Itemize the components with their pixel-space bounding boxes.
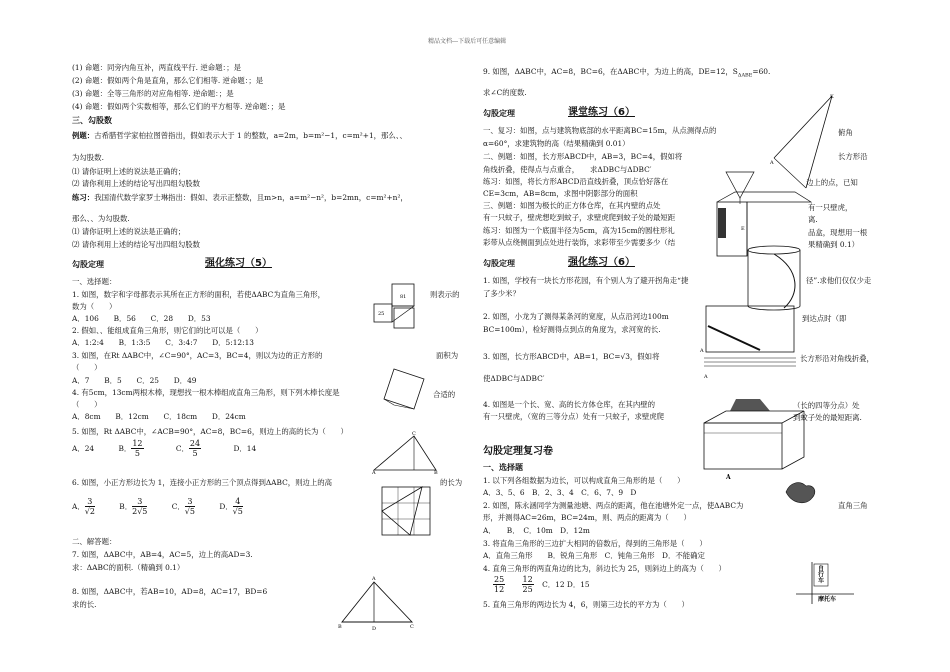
q1-tail: 则表示的 (430, 290, 460, 299)
square-on-hypotenuse-figure (380, 365, 432, 415)
practice-q1: ⑴ 请你证明上述的说法是正确的； (72, 227, 186, 236)
review-paper-title: 勾股定理复习卷 (483, 446, 553, 457)
v5: 5. 直角三角形的两边长为 4，6，则第三边长的平方为（ ） (483, 600, 689, 609)
review-item-cont: α=60°，求建筑物的高（结果精确到 0.01） (483, 139, 630, 148)
t4-cont2: 到蚊子处的最短距离. (793, 413, 862, 422)
prop-2: (2) 命题：假如两个角是直角，那么它们相等. 逆命题：；是 (72, 76, 264, 85)
v2: 2. 如图，陈永涵同学为测量池塘、两点的距离，他在池塘外定一点，使ΔABC为 (483, 501, 744, 510)
squares-figure (372, 282, 432, 334)
q4-tail: 合适的 (433, 390, 456, 399)
s8: 8. 如图，ΔABC中，若AB=10，AD=8，AC=17，BD=6 (72, 587, 268, 596)
svg-text:D: D (372, 626, 377, 632)
practice-cylinder-cont2: 果精确到 0.1） (808, 240, 860, 249)
svg-text:E: E (741, 226, 745, 232)
building-figure (770, 92, 840, 192)
q4-cont: （ ） (72, 400, 102, 409)
q3-options: A．7 B．5 C．25 D．49 (72, 376, 197, 385)
svg-text:K: K (830, 94, 834, 100)
v4-options: $\frac{25}{12}$ $\frac{12}{25}$ C．12 D．15 (494, 575, 590, 594)
q9-cont: 求∠C的度数. (483, 88, 527, 97)
svg-text:C: C (410, 624, 414, 630)
q5-options: A．24 B． $\frac{12}{5}$ C． $\frac{24}{5}$ D．14 (72, 439, 257, 458)
practice-q2: ⑵ 请你利用上述的结论写出四组勾股数 (72, 240, 200, 249)
v3-options: A．直角三角形 B．锐角三角形 C．钝角三角形 D．不能确定 (483, 551, 705, 560)
pond-figure (782, 478, 822, 508)
grid-triangle-figure (380, 485, 432, 537)
q2: 2. 假如、、能组成直角三角形，则它们的比可以是（ ） (72, 326, 263, 335)
traffic-figure (796, 560, 856, 606)
t2-cont: BC=100m），检好测得点到点的角度为，求河宽的长. (483, 325, 661, 334)
practice-cylinder: 练习：如图为一个底面半径为5cm，高为15cm的圆柱形礼 (483, 226, 675, 235)
t4-tail: （长的四等分点）处 (793, 401, 860, 410)
t3: 3. 如图，长方形ABCD中，AB=1，BC=√3，假如将 (483, 352, 660, 361)
q3-tail: 面积为 (436, 351, 459, 360)
s5-left-label: 勾股定理 (72, 260, 104, 269)
v1: 1. 以下列各组数据为边长，可以构成直角三角形的是（ ） (483, 476, 685, 485)
review-item-tail: 俯角 (838, 128, 853, 137)
page-header: 精品文档---下载后可任意编辑 (428, 38, 507, 45)
prop-1: (1) 命题：同旁内角互补，两直线平行. 逆命题：；是 (72, 63, 242, 72)
q6: 6. 如图，小正方形边长为 1，连接小正方形的三个顶点得到ΔABC，则边上的高 (72, 478, 333, 487)
example-cube: 三、例题：如图为极长的正方体仓库，在其内壁的点处 (483, 201, 661, 210)
example-body: 古希腊哲学家柏拉图曾指出，假如表示大于 1 的整数，a=2m，b=m²−1，c=m²+1，那么、、 (94, 131, 407, 140)
q2-options: A．1:2:4 B．1:3:5 C．3:4:7 D．5:12:13 (72, 338, 255, 347)
s6-left-label: 勾股定理 (483, 259, 515, 268)
s5-title: 强化练习（5） (205, 258, 272, 269)
example-cube-cont: 有一只蚊子，壁虎想吃到蚊子，求壁虎爬到蚊子处的最短距 (483, 213, 676, 222)
q1-options: A．106 B．56 C．28 D．53 (72, 314, 211, 323)
example-fold: 二、例题：如图，长方形ABCD中，AB=3，BC=4，假如将 (483, 152, 683, 161)
example-q2: ⑵ 请你利用上述的结论写出四组勾股数 (72, 179, 200, 188)
q5: 5. 如图，Rt ΔABC中，∠ACB=90°，AC=8，BC=6，则边上的高的长为（ ） (72, 427, 348, 436)
v2-tail: 直角三角 (838, 501, 868, 510)
v2-cont: 形，并测得AC=26m，BC=24m，则、两点的距离为（ ） (483, 513, 691, 522)
practice-body: 我国清代数学家罗士琳指出：假如、表示正整数，且m>n，a=m²−n²，b=2mn，c=m²+n²， (94, 193, 408, 202)
q9: 9. 如图，ΔABC中，AC=8，BC=6，在ΔABC中，为边上的高，DE=12，$S_{\Delta ABE}=60$. (483, 67, 771, 79)
example-cube-cont2: 离. (808, 215, 818, 224)
practice-fold-cont: CE=3cm，AB=8cm，求图中阴影部分的面积 (483, 189, 638, 198)
t2-tail: 到达点时（即 (802, 314, 847, 323)
motorcycle-label: 摩托车 (818, 596, 837, 603)
triangle-abc-figure (372, 430, 440, 474)
q3-cont: （ ） (72, 363, 102, 372)
s7-cont: 求：ΔABC的面积.（精确到 0.1） (72, 563, 185, 572)
practice-fold-tail: 边上的点，已知 (806, 178, 858, 187)
prop-3: (3) 命题：全等三角形的对应角相等. 逆命题：；是 (72, 89, 234, 98)
s8-cont: 求的长. (72, 600, 97, 609)
review-item: 一、复习：如图，点与建筑物底部的水平距离BC=15m，从点测得点的 (483, 126, 717, 135)
s7: 7. 如图，ΔABC中，AB=4，AC=5，边上的高AD=3. (72, 550, 253, 559)
bicycle-label: 自行车 (816, 565, 824, 583)
t3-tail: 长方形沿对角线折叠， (800, 354, 874, 363)
v4: 4. 直角三角形的两直角边的比为，斜边长为 25，则斜边上的高为（ ） (483, 564, 726, 573)
t3-cont: 使ΔDBC与ΔDBC′ (483, 374, 545, 383)
v2-options: A． B． C．10m D．12m (483, 526, 590, 535)
example-cube-tail: 有一只壁虎， (808, 203, 853, 212)
q6-options: A． $\frac{3}{√2}$ B． $\frac{3}{2√5}$ C． $\frac{3}{√5}$ D． $\frac{4}{√5}$ (72, 497, 243, 516)
t4: 4. 如图是一个长、宽、高的长方体仓库，在其内壁的 (483, 400, 655, 409)
svg-text:25: 25 (378, 311, 385, 317)
example-label: 例题： (72, 131, 95, 140)
q4-options: A．8cm B．12cm C．18cm D．24cm (72, 412, 246, 421)
s5-choice-heading: 一、选择题： (72, 277, 117, 286)
v3: 3. 将直角三角形的三边扩大相同的倍数后，得到的三角形是（ ） (483, 539, 707, 548)
warehouse-figure (700, 393, 810, 483)
q3: 3. 如图，在Rt ΔABC中，∠C=90°，AC=3，BC=4，则以为边的正方形的 (72, 351, 323, 360)
river-figure (700, 300, 800, 380)
svg-text:C: C (412, 431, 416, 437)
example-q1: ⑴ 请你证明上述的说法是正确的； (72, 167, 186, 176)
q4: 4. 有5cm，13cm两根木棒，现想找一根木棒组成直角三角形，则下列木棒长度是 (72, 388, 340, 397)
section-pythagorean-triples: 三、勾股数 (72, 116, 112, 125)
solve-heading: 二、解答题： (72, 537, 117, 546)
t4-cont: 有一只壁虎，（宽的三等分点）处有一只蚊子，求壁虎爬 (483, 412, 665, 421)
k6-left-label: 勾股定理 (483, 109, 515, 118)
q1: 1. 如图，数字和字母都表示其所在正方形的面积，若使ΔABC为直角三角形， (72, 290, 326, 299)
example-fold-cont2: 求ΔDBC与ΔDBC′ (590, 165, 652, 174)
s6-title: 强化练习（6） (568, 257, 635, 268)
example-text (72, 131, 407, 140)
practice-text (72, 193, 408, 202)
review-choice-heading: 一、选择题 (483, 463, 523, 472)
t1: 1. 如图，学校有一块长方形花园，有个别人为了避开拐角走“捷 (483, 276, 689, 285)
svg-text:A: A (704, 374, 708, 380)
example-fold-cont: 角线折叠，使得点与点重合， (483, 165, 580, 174)
svg-text:A: A (700, 348, 704, 354)
practice-cylinder-cont: 彩带从点绕侧面到点处进行装饰，求彩带至少需要多少（结 (483, 238, 676, 247)
prop-4: (4) 命题：假如两个实数相等，那么它们的平方相等. 逆命题：；是 (72, 102, 286, 111)
practice-text-2: 那么、、为勾股数. (72, 214, 130, 223)
q1-cont: 数为（ ） (72, 302, 117, 311)
q6-tail: 的长为 (440, 478, 463, 487)
k6-title: 课堂练习（6） (568, 107, 635, 118)
example-text-2: 为勾股数. (72, 153, 104, 162)
triangle-abd-figure (338, 576, 416, 640)
v1-options: A．3、5、6 B．2、3、4 C．6、7、9 D (483, 488, 637, 497)
svg-text:B: B (338, 624, 342, 630)
svg-text:A: A (726, 474, 731, 481)
practice-fold: 练习：如图，将长方形ABCD沿直线折叠，顶点恰好落在 (483, 177, 669, 186)
t1-cont: 了多少米？ (483, 289, 520, 298)
practice-label: 练习： (72, 193, 95, 202)
svg-text:81: 81 (400, 294, 407, 300)
svg-text:A: A (372, 470, 376, 476)
svg-text:B: B (434, 470, 438, 476)
svg-text:A: A (770, 160, 774, 166)
t1-tail: 径”.求他们仅仅少走 (806, 276, 872, 285)
svg-text:A: A (372, 576, 376, 582)
example-fold-tail: 长方形沿 (838, 152, 868, 161)
practice-cylinder-tail: 品盒，现想用一根 (808, 228, 868, 237)
t2: 2. 如图，小龙为了测得某条河的宽度，从点沿河边100m (483, 312, 669, 321)
